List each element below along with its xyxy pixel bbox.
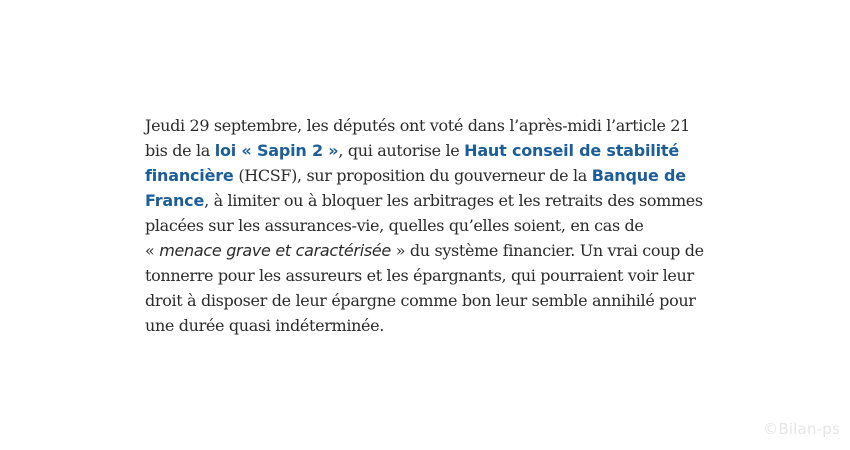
- paragraph-text: Jeudi 29 septembre, les députés ont voté dans l’après-midi l’article 21 bis de la: [145, 116, 690, 160]
- quote-menace-grave: menace grave et caractérisée: [159, 241, 391, 260]
- link-banque-de-france[interactable]: Banque de France: [145, 166, 686, 210]
- watermark-copyright: ©Bilan-ps: [763, 420, 840, 438]
- paragraph-text: » du système financier. Un vrai coup de tonnerre pour les assureurs et les épargnants, qui pourraient voir leur droit à disposer de leur épargne comme bon leur semble annihilé pour une durée quasi indéterminée.: [145, 241, 704, 335]
- link-haut-conseil-stabilite-financiere[interactable]: Haut conseil de stabilité financière: [145, 141, 679, 185]
- paragraph-text: (HCSF), sur proposition du gouverneur de la: [233, 166, 592, 185]
- link-loi-sapin-2[interactable]: loi « Sapin 2 »: [214, 141, 339, 160]
- paragraph-text: , à limiter ou à bloquer les arbitrages et les retraits des sommes placées sur les assurances-vie, quelles qu’elles soient, en cas de «: [145, 191, 703, 260]
- article-paragraph: [145, 113, 715, 338]
- paragraph-text: , qui autorise le: [338, 141, 465, 160]
